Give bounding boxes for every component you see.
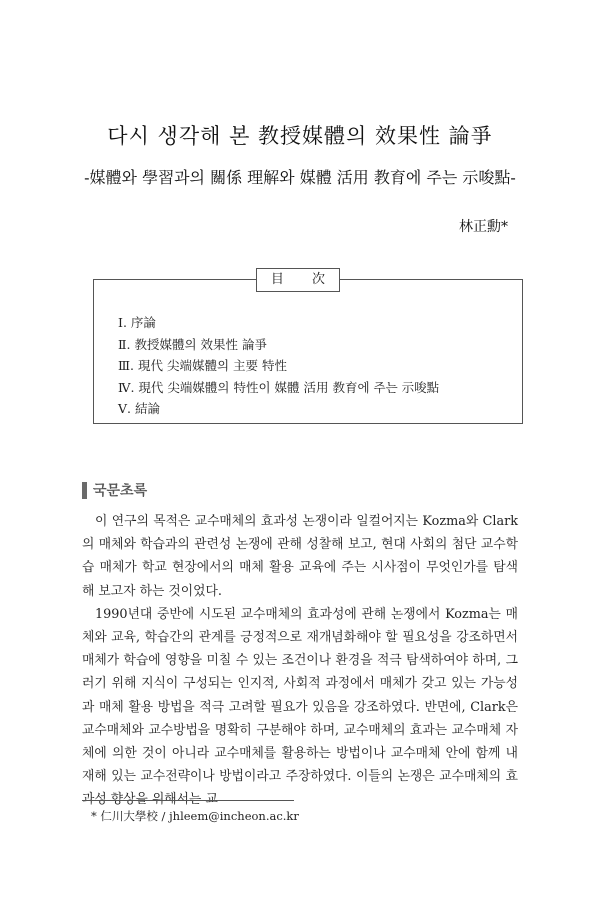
abstract-paragraph: 이 연구의 목적은 교수매체의 효과성 논쟁이라 일컬어지는 Kozma와 Clark의 매체와 학습과의 관련성 논쟁에 관해 성찰해 보고, 현대 사회의 첨단 교수학습 매체가 학교 현장에서의 매체 활용 교육에 주는 시사점이 무엇인가를 탐색해 보고자 하는 것이었다. — [82, 514, 518, 599]
toc-item: Ⅱ. 教授媒體의 效果性 論爭 — [118, 336, 267, 352]
abstract-paragraph: 1990년대 중반에 시도된 교수매체의 효과성에 관해 논쟁에서 Kozma는 매체와 교육, 학습간의 관계를 긍정적으로 재개념화해야 할 필요성을 강조하면서 매체가 학습에 영향을 미칠 수 있는 조건이나 환경을 적극 탐색하여야 하며, 그러기 위해 지식이 구성되는 인지적, 사회적 과정에서 매체가 갖고 있는 가능성과 매체 활용 방법을 적극 고려할 필요가 있음을 강조하였다. 반면에, Clark은 교수매체와 교수방법을 명확히 구분해야 하며, 교수매체의 효과는 교수매체 자체에 의한 것이 아니라 교수매체를 활용하는 방법이나 교수매체 안에 함께 내재해 있는 교수전략이나 방법이라고 주장하였다. 이들의 논쟁은 교수매체의 효과성 향상을 위해서는 교 — [82, 606, 518, 808]
author-name: 林正勳* — [459, 219, 508, 235]
abstract-heading — [82, 481, 147, 499]
abstract-heading-label: 국문초록 — [93, 483, 148, 499]
footnote: * 仁川大學校 / jhleem@incheon.ac.kr — [91, 809, 299, 823]
section-marker-bar — [82, 482, 87, 499]
paper-title: 다시 생각해 본 教授媒體의 效果性 論爭 — [107, 124, 493, 148]
footnote-divider — [82, 800, 294, 801]
toc-item: Ⅴ. 結論 — [118, 401, 160, 416]
toc-list — [118, 312, 439, 420]
abstract-body — [82, 510, 518, 812]
paper-subtitle: -媒體와 學習과의 關係 理解와 媒體 活用 教育에 주는 示唆點- — [84, 168, 516, 187]
toc-item: Ⅲ. 現代 尖端媒體의 主要 特性 — [118, 358, 287, 373]
toc-heading: 目 次 — [256, 268, 340, 292]
toc-item: Ⅰ. 序論 — [118, 315, 156, 330]
toc-item: Ⅳ. 現代 尖端媒體의 特性이 媒體 活用 教育에 주는 示唆點 — [118, 379, 440, 395]
